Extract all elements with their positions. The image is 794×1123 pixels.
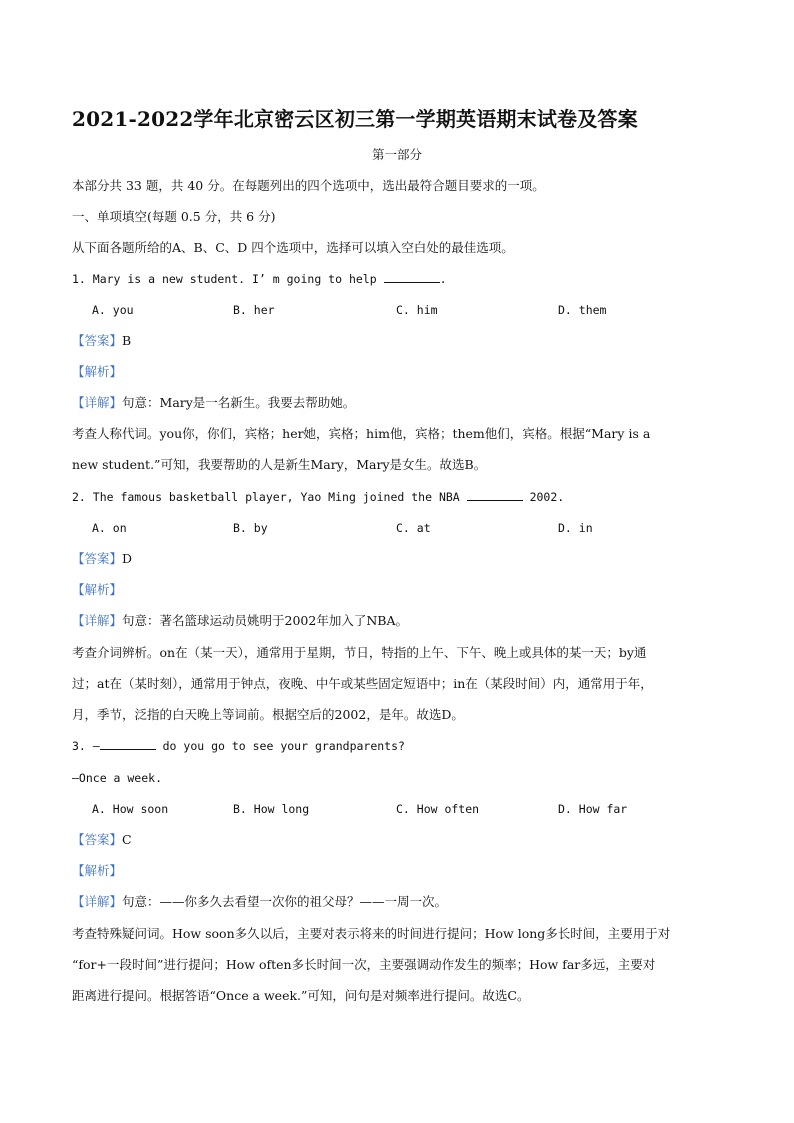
question-3-option-a: A. How soon — [92, 802, 169, 816]
question-2-explanation-line-1: 考查介词辨析。on在（某一天），通常用于星期，节日，特指的上午、下午、晚上或具体的某一天；by通 — [72, 645, 647, 660]
question-1-stem-after: . — [439, 272, 447, 286]
answer-blank — [100, 739, 156, 750]
answer-blank — [467, 490, 523, 501]
detail-label: 【详解】 — [72, 395, 123, 410]
question-3-answer-value: C — [122, 832, 132, 847]
question-2-stem-after: 2002. — [522, 490, 565, 504]
section-instruction: 从下面各题所给的A、B、C、D 四个选项中，选择可以填入空白处的最佳选项。 — [72, 240, 514, 255]
document-title: 2021-2022学年北京密云区初三第一学期英语期末试卷及答案 — [72, 107, 638, 131]
question-2-option-a: A. on — [92, 521, 127, 535]
question-1-detail-text: 句意：Mary是一名新生。我要去帮助她。 — [122, 395, 356, 410]
question-3-detail — [72, 893, 447, 911]
question-1-stem — [72, 270, 447, 288]
question-3-stem — [72, 737, 405, 755]
analysis-label: 【解析】 — [72, 863, 123, 878]
question-1-option-c: C. him — [396, 303, 438, 317]
question-1-analysis — [72, 363, 122, 381]
detail-label: 【详解】 — [72, 613, 123, 628]
question-3-reply: —Once a week. — [72, 771, 163, 785]
question-2-stem — [72, 488, 564, 506]
question-3-stem-after: do you go to see your grandparents? — [155, 739, 405, 753]
analysis-label: 【解析】 — [72, 364, 123, 379]
question-2-explanation-line-2: 过；at在（某时刻），通常用于钟点，夜晚、中午或某些固定短语中；in在（某段时间）内，通常用于年， — [72, 676, 653, 691]
question-3-detail-text: 句意：——你多久去看望一次你的祖父母？——一周一次。 — [122, 894, 448, 909]
question-2-option-b: B. by — [233, 521, 268, 535]
analysis-label: 【解析】 — [72, 582, 123, 597]
question-3-option-c: C. How often — [396, 802, 480, 816]
question-1-option-d: D. them — [558, 303, 607, 317]
question-2-option-c: C. at — [396, 521, 431, 535]
question-2-answer — [72, 550, 132, 568]
part-intro: 本部分共 33 题，共 40 分。在每题列出的四个选项中，选出最符合题目要求的一项。 — [72, 178, 545, 193]
question-1-explanation-line-2: new student.”可知，我要帮助的人是新生Mary，Mary是女生。故选B。 — [72, 457, 487, 472]
question-1-option-b: B. her — [233, 303, 275, 317]
question-2-explanation-line-3: 月，季节，泛指的白天晚上等词前。根据空后的2002，是年。故选D。 — [72, 707, 464, 722]
question-3-explanation-line-1: 考查特殊疑问词。How soon多久以后，主要对表示将来的时间进行提问；How long多长时间，主要用于对 — [72, 926, 671, 941]
question-3-option-d: D. How far — [558, 802, 628, 816]
question-1-explanation-line-1: 考查人称代词。you你，你们，宾格；her她，宾格；him他，宾格；them他们，宾格。根据“Mary is a — [72, 426, 651, 441]
answer-blank — [384, 272, 440, 283]
part-heading: 第一部分 — [371, 147, 422, 162]
question-1-answer — [72, 332, 131, 350]
question-1-stem-before: 1. Mary is a new student. I’ m going to help — [72, 272, 384, 286]
answer-label: 【答案】 — [72, 832, 123, 847]
detail-label: 【详解】 — [72, 894, 123, 909]
question-3-option-b: B. How long — [233, 802, 310, 816]
question-3-stem-before: 3. — — [72, 739, 100, 753]
answer-label: 【答案】 — [72, 551, 123, 566]
question-2-answer-value: D — [122, 551, 133, 566]
question-1-option-a: A. you — [92, 303, 134, 317]
question-3-answer — [72, 831, 132, 849]
question-2-detail — [72, 612, 408, 630]
question-3-explanation-line-2: “for+一段时间”进行提问；How often多长时间一次，主要强调动作发生的频率；How far多远，主要对 — [72, 957, 656, 972]
question-2-stem-before: 2. The famous basketball player, Yao Ming joined the NBA — [72, 490, 467, 504]
question-1-answer-value: B — [122, 333, 132, 348]
question-2-analysis — [72, 581, 122, 599]
question-1-detail — [72, 394, 355, 412]
question-3-explanation-line-3: 距离进行提问。根据答语“Once a week.”可知，问句是对频率进行提问。故选C。 — [72, 988, 530, 1003]
section-heading: 一、单项填空(每题 0.5 分，共 6 分) — [72, 209, 276, 224]
question-3-analysis — [72, 862, 122, 880]
question-2-detail-text: 句意：著名篮球运动员姚明于2002年加入了NBA。 — [122, 613, 408, 628]
answer-label: 【答案】 — [72, 333, 123, 348]
question-2-option-d: D. in — [558, 521, 593, 535]
